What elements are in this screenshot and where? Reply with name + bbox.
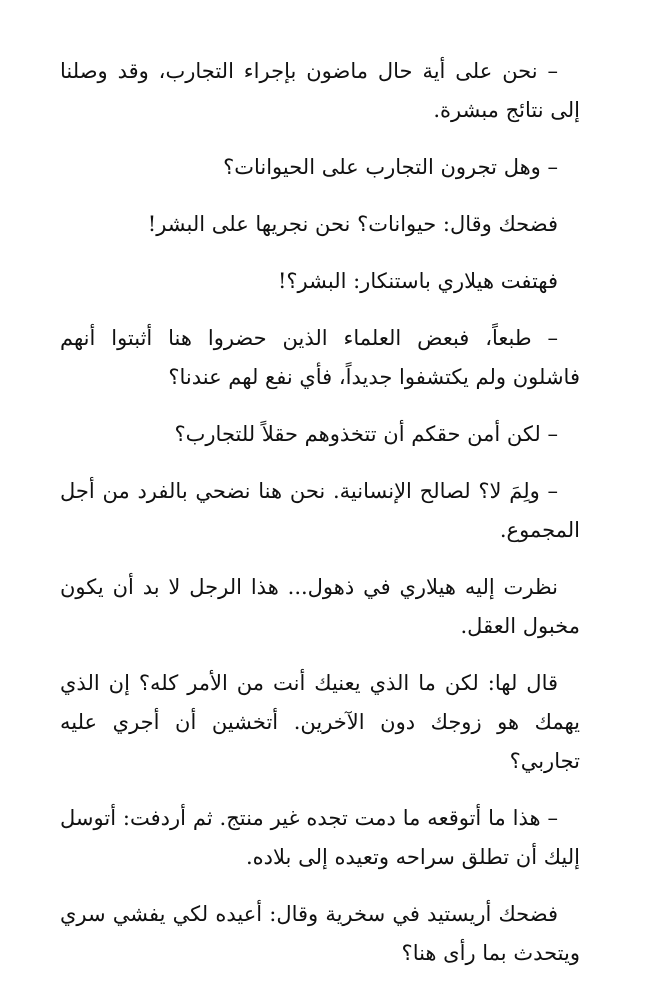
paragraph-6: – لكن أمن حقكم أن تتخذوهم حقلاً للتجارب؟ (174, 422, 558, 446)
paragraph-7: – ولِمَ لا؟ لصالح الإنسانية. نحن هنا نضحي بالفرد من أجل المجموع. (60, 479, 580, 542)
paragraph-3: فضحك وقال: حيوانات؟ نحن نجريها على البشر! (147, 212, 558, 236)
paragraph-5: – طبعاً، فبعض العلماء الذين حضروا هنا أثبتوا أنهم فاشلون ولم يكتشفوا جديداً، فأي نفع لهم عندنا؟ (60, 326, 580, 389)
book-page (60, 52, 580, 991)
paragraph-2: – وهل تجرون التجارب على الحيوانات؟ (223, 155, 558, 179)
paragraph-10: – هذا ما أتوقعه ما دمت تجده غير منتج. ثم أردفت: أتوسل إليك أن تطلق سراحه وتعيده إلى بلاده. (60, 806, 580, 869)
paragraph-9: قال لها: لكن ما الذي يعنيك أنت من الأمر كله؟ إن الذي يهمك هو زوجك دون الآخرين. أتخشين أن أجري عليه تجاربي؟ (60, 671, 580, 773)
paragraph-1: – نحن على أية حال ماضون بإجراء التجارب، وقد وصلنا إلى نتائج مبشرة. (60, 59, 580, 122)
paragraph-11: فضحك أريستيد في سخرية وقال: أعيده لكي يفشي سري ويتحدث بما رأى هنا؟ (60, 902, 580, 965)
paragraph-4: فهتفت هيلاري باستنكار: البشر؟! (277, 269, 558, 293)
paragraph-8: نظرت إليه هيلاري في ذهول... هذا الرجل لا بد أن يكون مخبول العقل. (60, 575, 580, 638)
